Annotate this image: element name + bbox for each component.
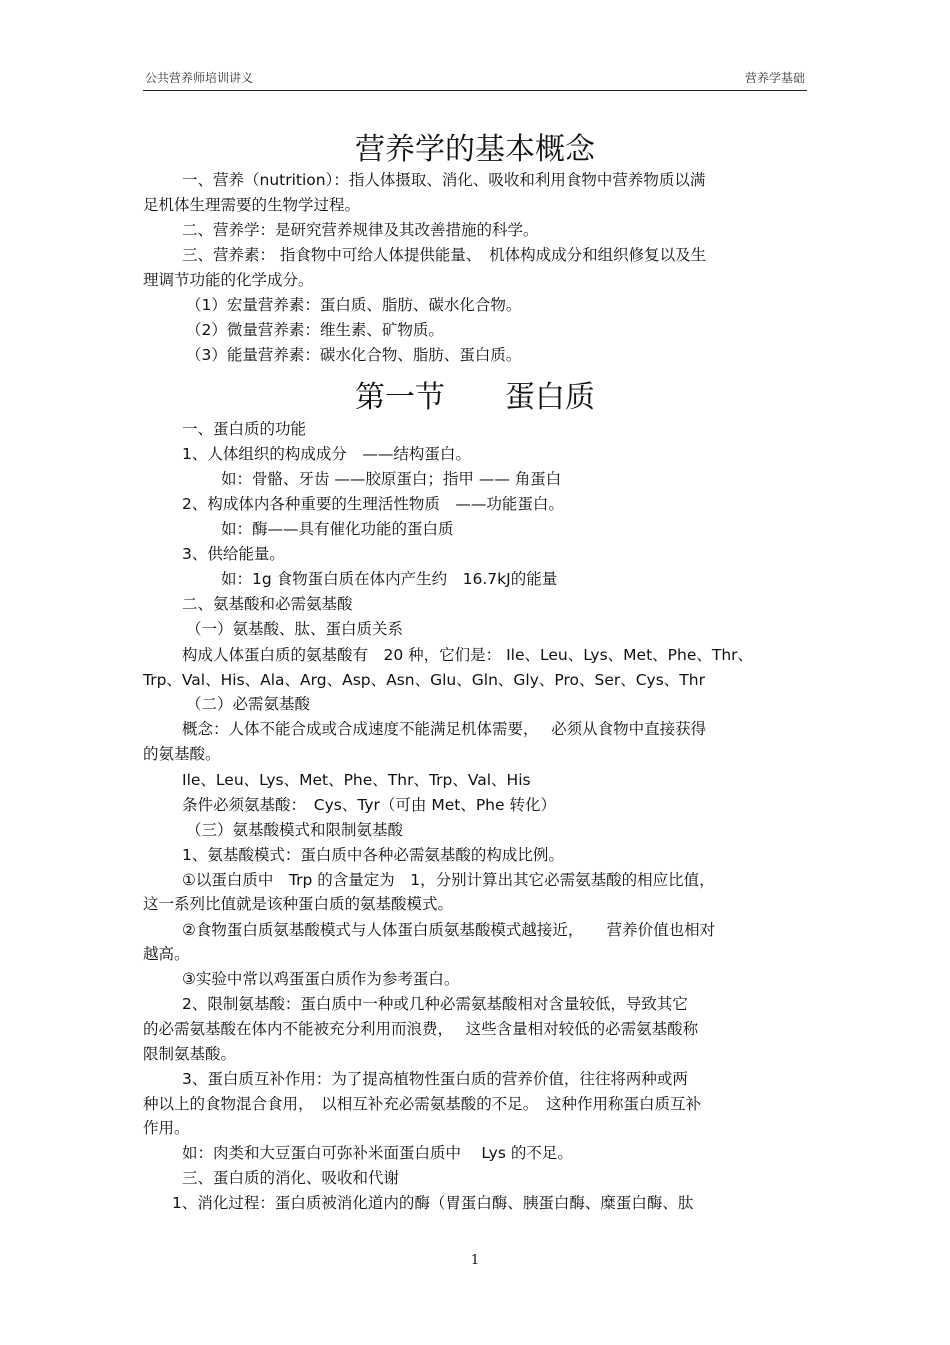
paragraph-line: 一、蛋白质的功能	[182, 420, 307, 438]
paragraph-line: 1、人体组织的构成成分 ——结构蛋白。	[182, 445, 471, 463]
page-title: 营养学的基本概念	[355, 132, 595, 167]
paragraph-line: ②食物蛋白质氨基酸模式与人体蛋白质氨基酸模式越接近， 营养价值也相对	[182, 921, 716, 939]
paragraph-line: （一）氨基酸、肽、蛋白质关系	[186, 620, 404, 638]
paragraph-line: 这一系列比值就是该种蛋白质的氨基酸模式。	[143, 895, 454, 913]
paragraph-line: 如：肉类和大豆蛋白可弥补米面蛋白质中 Lys 的不足。	[182, 1144, 573, 1162]
paragraph-line: 如：骨骼、牙齿 ——胶原蛋白；指甲 —— 角蛋白	[221, 470, 562, 488]
paragraph-line: ③实验中常以鸡蛋蛋白质作为参考蛋白。	[182, 970, 460, 988]
paragraph-line: 条件必须氨基酸： Cys、Tyr（可由 Met、Phe 转化）	[182, 796, 556, 814]
section-title: 第一节 蛋白质	[355, 380, 595, 415]
paragraph-line: 限制氨基酸。	[143, 1045, 237, 1063]
paragraph-line: 2、限制氨基酸：蛋白质中一种或几种必需氨基酸相对含量较低，导致其它	[182, 995, 688, 1013]
paragraph-line: 越高。	[143, 945, 190, 963]
paragraph-line: 如：1g 食物蛋白质在体内产生约 16.7kJ的能量	[221, 570, 558, 588]
paragraph-line: 三、营养素： 指食物中可给人体提供能量、 机体构成成分和组织修复以及生	[182, 246, 707, 264]
paragraph-line: （二）必需氨基酸	[186, 695, 311, 713]
paragraph-line: 3、蛋白质互补作用：为了提高植物性蛋白质的营养价值，往往将两种或两	[182, 1070, 688, 1088]
header-right-text: 营养学基础	[744, 71, 805, 85]
page-number: 1	[470, 1253, 480, 1268]
paragraph-line: 二、氨基酸和必需氨基酸	[182, 595, 353, 613]
header-left-text: 公共营养师培训讲义	[145, 71, 254, 85]
paragraph-line: ①以蛋白质中 Trp 的含量定为 1，分别计算出其它必需氨基酸的相应比值，	[182, 871, 715, 889]
paragraph-line: （1）宏量营养素：蛋白质、脂肪、碳水化合物。	[186, 296, 522, 314]
paragraph-line: 种以上的食物混合食用， 以相互补充必需氨基酸的不足。 这种作用称蛋白质互补	[143, 1095, 702, 1113]
paragraph-line: 二、营养学：是研究营养规律及其改善措施的科学。	[182, 221, 539, 239]
paragraph-line: 构成人体蛋白质的氨基酸有 20 种，它们是： Ile、Leu、Lys、Met、Phe、Thr、	[182, 646, 754, 664]
paragraph-line: 概念：人体不能合成或合成速度不能满足机体需要， 必须从食物中直接获得	[182, 720, 707, 738]
paragraph-line: 作用。	[143, 1119, 190, 1137]
paragraph-line: 理调节功能的化学成分。	[143, 271, 314, 289]
paragraph-line: 2、构成体内各种重要的生理活性物质 ——功能蛋白。	[182, 495, 564, 513]
paragraph-line: 1、氨基酸模式：蛋白质中各种必需氨基酸的构成比例。	[182, 846, 564, 864]
paragraph-line: 的必需氨基酸在体内不能被充分利用而浪费， 这些含量相对较低的必需氨基酸称	[143, 1020, 699, 1038]
paragraph-line: 3、供给能量。	[182, 545, 285, 563]
paragraph-line: 如：酶——具有催化功能的蛋白质	[221, 520, 454, 538]
paragraph-line: （三）氨基酸模式和限制氨基酸	[186, 821, 404, 839]
paragraph-line: Ile、Leu、Lys、Met、Phe、Thr、Trp、Val、His	[182, 771, 531, 789]
paragraph-line: 1、消化过程：蛋白质被消化道内的酶（胃蛋白酶、胰蛋白酶、糜蛋白酶、肽	[172, 1194, 694, 1212]
paragraph-line: 足机体生理需要的生物学过程。	[143, 196, 361, 214]
paragraph-line: Trp、Val、His、Ala、Arg、Asp、Asn、Glu、Gln、Gly、Pro、Ser、Cys、Thr	[143, 671, 705, 689]
paragraph-line: 一、营养（nutrition）：指人体摄取、消化、吸收和利用食物中营养物质以满	[182, 171, 706, 189]
paragraph-line: （2）微量营养素：维生素、矿物质。	[186, 321, 444, 339]
page-header	[143, 66, 807, 91]
paragraph-line: 的氨基酸。	[143, 745, 221, 763]
paragraph-line: 三、蛋白质的消化、吸收和代谢	[182, 1169, 400, 1187]
paragraph-line: （3）能量营养素：碳水化合物、脂肪、蛋白质。	[186, 346, 522, 364]
